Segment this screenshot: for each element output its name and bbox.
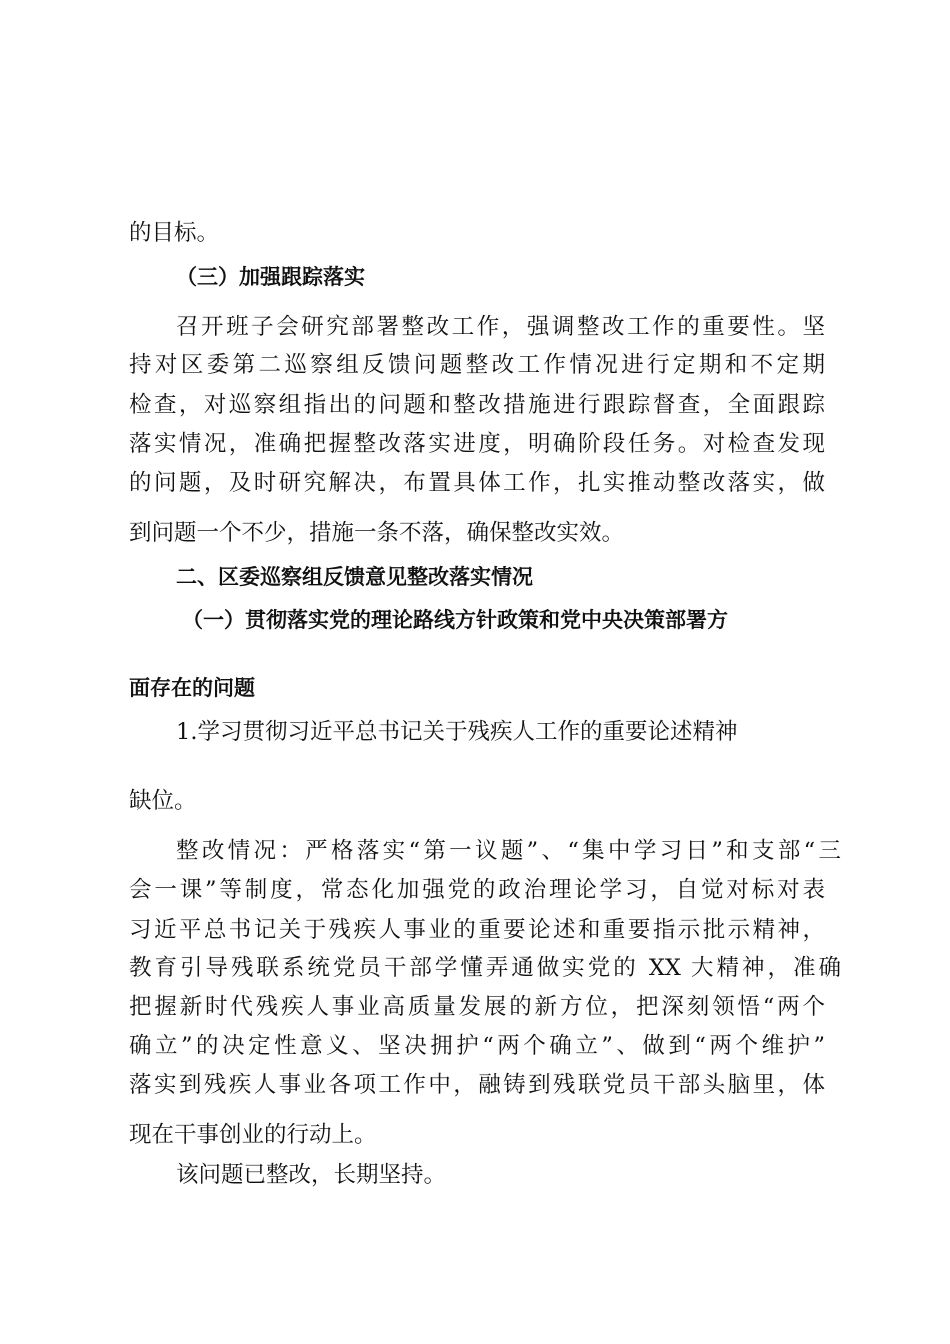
paragraph-line: 落实到残疾人事业各项工作中，融铸到残联党员干部头脑里，体 xyxy=(129,1072,825,1098)
paragraph-line: 现在干事创业的行动上。 xyxy=(129,1122,377,1148)
paragraph-line: 确立”的决定性意义、坚决拥护“两个确立”、做到“两个维护” xyxy=(129,1033,825,1059)
subsection-heading: 面存在的问题 xyxy=(129,676,255,700)
paragraph-line: 把握新时代残疾人事业高质量发展的新方位，把深刻领悟“两个 xyxy=(129,994,825,1020)
paragraph-line: 整改情况：严格落实“第一议题”、“集中学习日”和支部“三 xyxy=(176,838,841,864)
item-heading: 1.学习贯彻习近平总书记关于残疾人工作的重要论述精神 xyxy=(176,719,738,745)
section-heading: 二、区委巡察组反馈意见整改落实情况 xyxy=(176,565,533,589)
paragraph-line: 落实情况，准确把握整改落实进度，明确阶段任务。对检查发现 xyxy=(129,431,825,457)
paragraph-line: 教育引导残联系统党员干部学懂弄通做实党的 XX 大精神，准确 xyxy=(129,955,841,981)
paragraph-line: 持对区委第二巡察组反馈问题整改工作情况进行定期和不定期 xyxy=(129,352,825,378)
paragraph-line: 到问题一个不少，措施一条不落，确保整改实效。 xyxy=(129,520,625,546)
section-heading: （三）加强跟踪落实 xyxy=(176,265,365,289)
paragraph-line: 召开班子会研究部署整改工作，强调整改工作的重要性。坚 xyxy=(176,314,825,340)
subsection-heading: （一）贯彻落实党的理论路线方针政策和党中央决策部署方 xyxy=(182,608,728,632)
paragraph-line: 习近平总书记关于残疾人事业的重要论述和重要指示批示精神， xyxy=(129,917,825,943)
paragraph-line: 会一课”等制度，常态化加强党的政治理论学习，自觉对标对表 xyxy=(129,877,825,903)
paragraph-line: 检查，对巡察组指出的问题和整改措施进行跟踪督查，全面跟踪 xyxy=(129,392,825,418)
paragraph-line: 该问题已整改，长期坚持。 xyxy=(176,1162,447,1188)
item-heading: 缺位。 xyxy=(129,788,197,814)
paragraph-line: 的问题，及时研究解决，布置具体工作，扎实推动整改落实，做 xyxy=(129,470,825,496)
paragraph-line: 的目标。 xyxy=(129,220,220,246)
